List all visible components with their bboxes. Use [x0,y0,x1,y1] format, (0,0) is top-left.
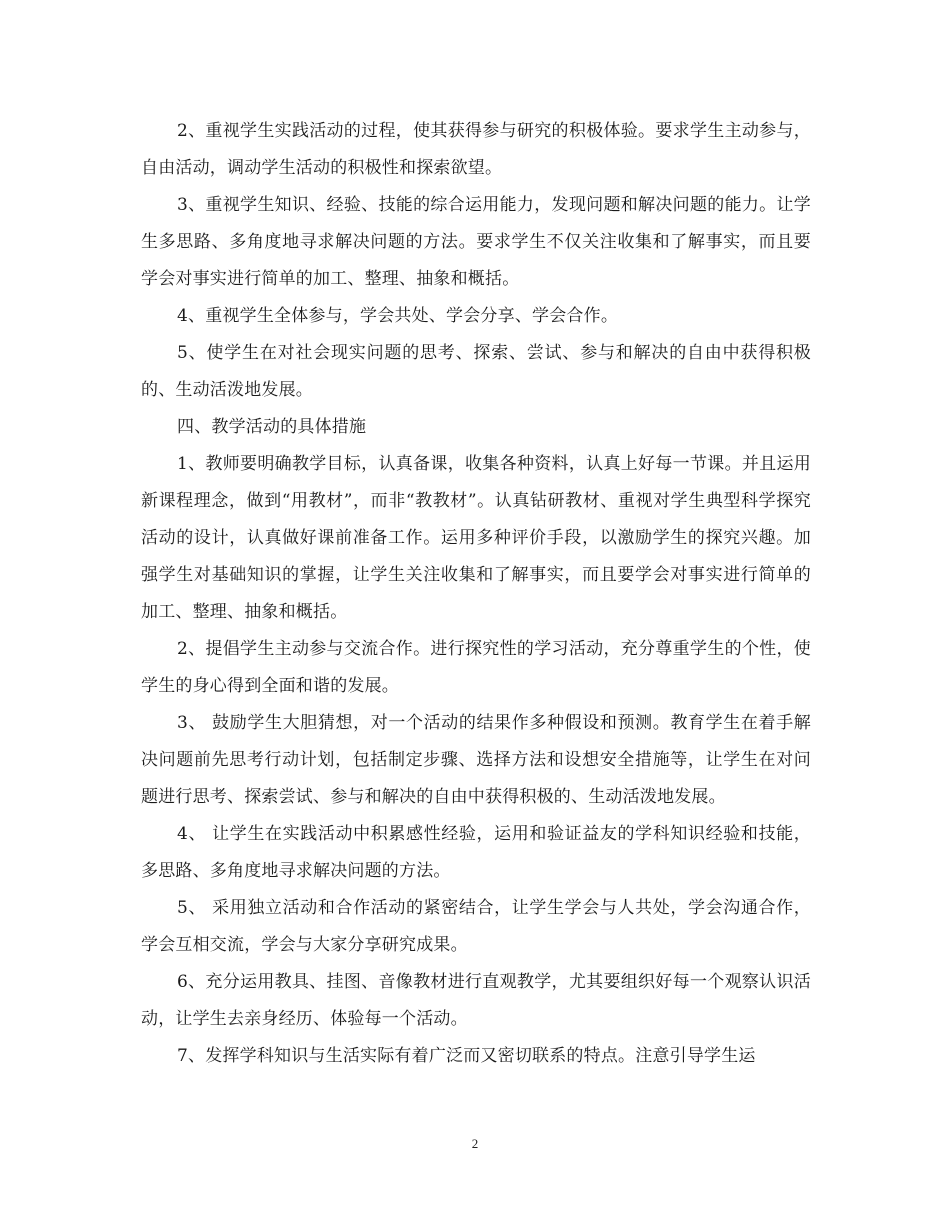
paragraph-item-2: 2、重视学生实践活动的过程，使其获得参与研究的积极体验。要求学生主动参与，自由活动，调动学生活动的积极性和探索欲望。 [141,121,811,178]
paragraph-item-3: 3、重视学生知识、经验、技能的综合运用能力，发现问题和解决问题的能力。让学生多思路、多角度地寻求解决问题的方法。要求学生不仅关注收集和了解事实，而且要学会对事实进行简单的加工、整理、抽象和概括。 [141,195,811,289]
measure-item-1: 1、教师要明确教学目标，认真备课，收集各种资料，认真上好每一节课。并且运用新课程理念，做到“用教材”，而非“教教材”。认真钻研教材、重视对学生典型科学探究活动的设计，认真做好课前准备工作。运用多种评价手段，以激励学生的探究兴趣。加强学生对基础知识的掌握，让学生关注收集和了解事实，而且要学会对事实进行简单的加工、整理、抽象和概括。 [141,454,811,622]
measure-item-6: 6、充分运用教具、挂图、音像教材进行直观教学，尤其要组织好每一个观察认识活动，让学生去亲身经历、体验每一个活动。 [141,972,811,1029]
paragraph-item-4: 4、重视学生全体参与，学会共处、学会分享、学会合作。 [177,306,619,326]
section-heading: 四、教学活动的具体措施 [177,417,367,437]
measure-item-2: 2、提倡学生主动参与交流合作。进行探究性的学习活动，充分尊重学生的个性，使学生的身心得到全面和谐的发展。 [141,639,811,696]
page-number: 2 [471,1136,479,1151]
paragraph-item-5: 5、使学生在对社会现实问题的思考、探索、尝试、参与和解决的自由中获得积极的、生动活泼地发展。 [141,343,811,400]
measure-item-7: 7、发挥学科知识与生活实际有着广泛而又密切联系的特点。注意引导学生运 [177,1046,756,1066]
measure-item-3: 3、 鼓励学生大胆猜想，对一个活动的结果作多种假设和预测。教育学生在着手解决问题前先思考行动计划，包括制定步骤、选择方法和设想安全措施等，让学生在对问题进行思考、探索尝试、参与和解决的自由中获得积极的、生动活泼地发展。 [141,713,811,807]
measure-item-5: 5、 采用独立活动和合作活动的紧密结合，让学生学会与人共处，学会沟通合作，学会互相交流，学会与大家分享研究成果。 [141,898,811,955]
measure-item-4: 4、 让学生在实践活动中积累感性经验，运用和验证益友的学科知识经验和技能，多思路、多角度地寻求解决问题的方法。 [141,824,811,881]
document-body [141,113,811,1075]
